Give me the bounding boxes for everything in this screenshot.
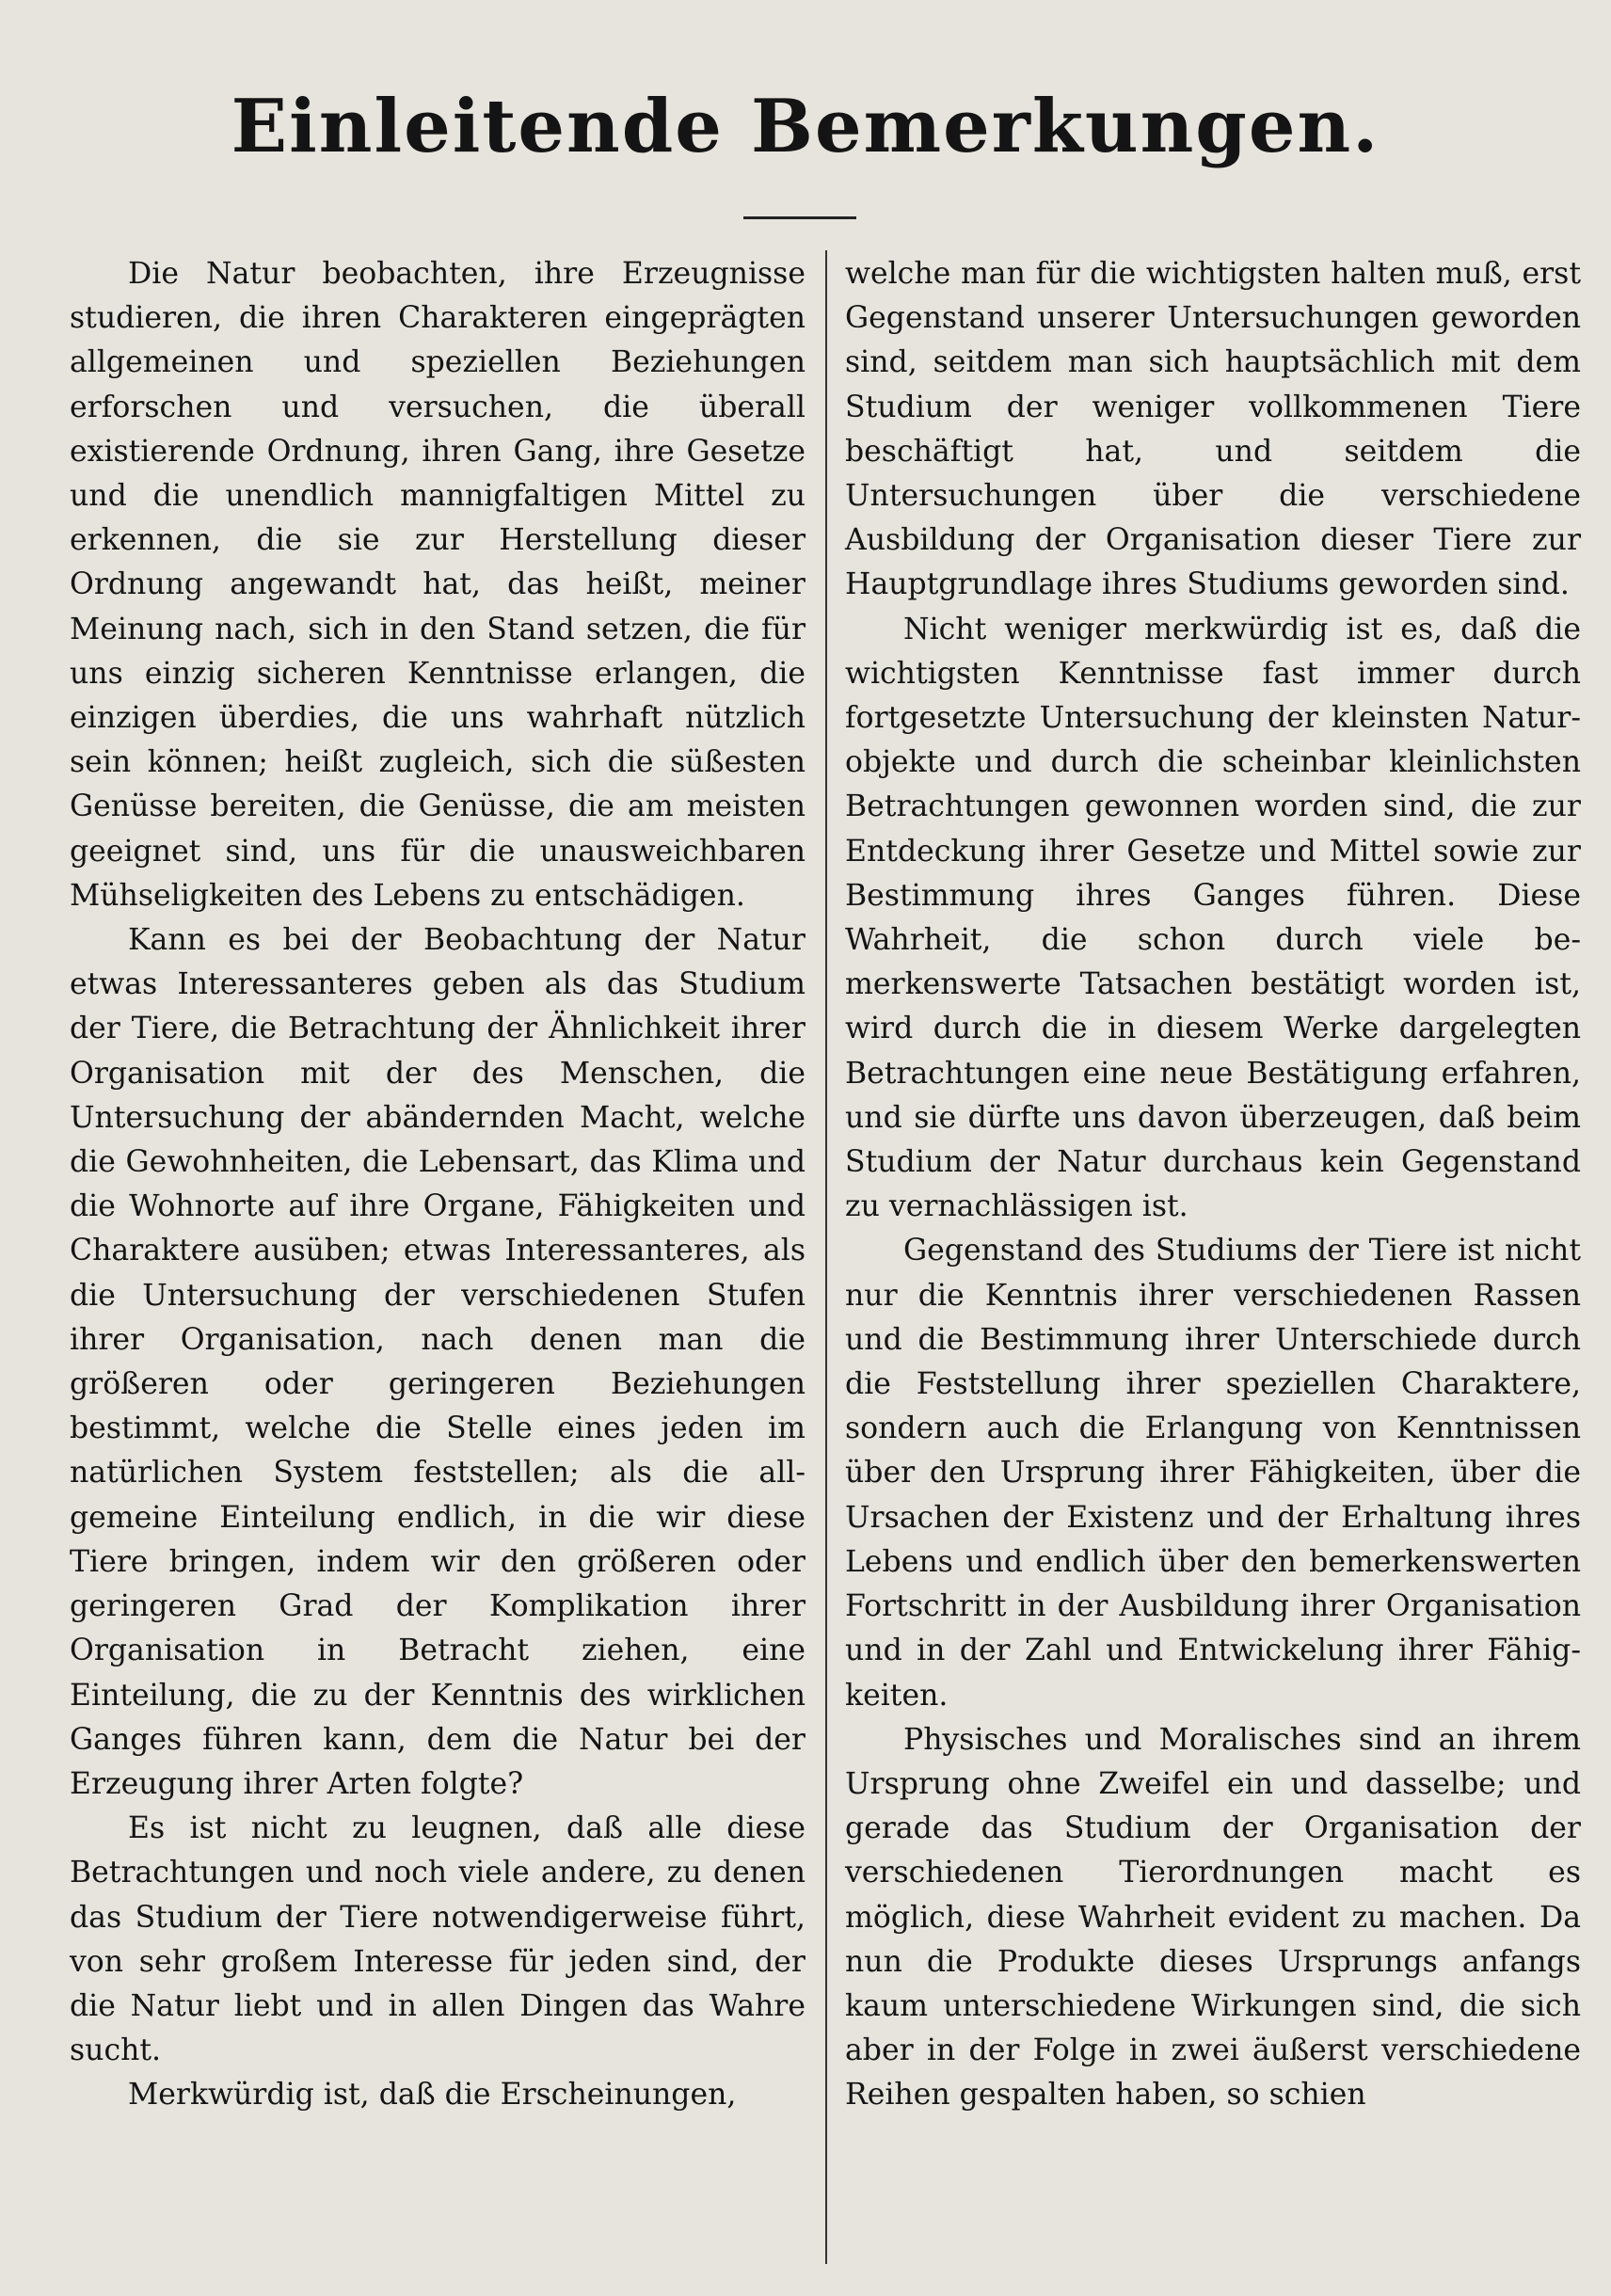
column-divider — [825, 250, 827, 2264]
paragraph: Nicht weniger merkwürdig ist es, daß die wichtigsten Kenntnisse fast immer durch fortgesetzte Untersuchung der kleinsten Naturobjekte und durch die scheinbar kleinlichsten Betrachtungen gewonnen worden sind, die zur Entdeckung ihrer Gesetze und Mittel sowie zur Bestimmung ihres Ganges führen. Diese Wahrheit, die schon durch viele bemerkenswerte Tatsachen bestätigt worden ist, wird durch die in diesem Werke dargelegten Betrachtungen eine neue Bestätigung erfahren, und sie dürfte uns davon überzeugen, daß beim Studium der Natur durchaus kein Gegenstand zu vernachlässigen ist. — [845, 612, 1581, 1224]
paragraph: Physisches und Moralisches sind an ihrem Ursprung ohne Zweifel ein und dasselbe; und gerade das Studium der Organisation der verschiedenen Tierordnungen macht es möglich, diese Wahrheit evident zu machen. Da nun die Produkte dieses Ursprungs anfangs kaum unterschiedene Wirkungen sind, die sich aber in der Folge in zwei äußerst verschiedene Reihen gespalten haben, so schien — [845, 1722, 1581, 2113]
right-column — [845, 252, 1581, 2118]
paragraph: Merkwürdig ist, daß die Erscheinungen, — [128, 2078, 737, 2113]
title-divider — [743, 216, 856, 219]
paragraph: Die Natur beobachten, ihre Erzeugnisse studieren, die ihren Charakteren eingeprägten allgemeinen und speziellen Beziehungen erforschen und versuchen, die überall existierende Ordnung, ihren Gang, ihre Gesetze und die unendlich mannigfaltigen Mittel zu erkennen, die sie zur Herstellung dieser Ordnung angewandt hat, das heißt, meiner Meinung nach, sich in den Stand setzen, die für uns einzig sicheren Kenntnisse erlangen, die einzigen überdies, die uns wahrhaft nützlich sein können; heißt zugleich, sich die süßesten Genüsse bereiten, die Genüsse, die am meisten geeignet sind, uns für die unausweichbaren Mühseligkeiten des Lebens zu entschädigen. — [70, 257, 806, 913]
page-title: Einleitende Bemerkungen. — [231, 84, 1380, 169]
left-column — [70, 252, 806, 2118]
paragraph: Gegenstand des Studiums der Tiere ist nicht nur die Kenntnis ihrer verschiedenen Rassen und die Bestimmung ihrer Unterschiede durch die Feststellung ihrer speziellen Charaktere, sondern auch die Erlangung von Kenntnissen über den Ursprung ihrer Fähigkeiten, über die Ursachen der Existenz und der Erhaltung ihres Lebens und endlich über den bemerkenswerten Fortschritt in der Ausbildung ihrer Organisation und in der Zahl und Entwickelung ihrer Fähigkeiten. — [845, 1234, 1581, 1713]
paragraph: Es ist nicht zu leugnen, daß alle diese Betrachtungen und noch viele andere, zu denen das Studium der Tiere notwendigerweise führt, von sehr großem Interesse für jeden sind, der die Natur liebt und in allen Dingen das Wahre sucht. — [70, 1811, 806, 2068]
paragraph: Kann es bei der Beobachtung der Natur etwas Interessanteres geben als das Studium der Tiere, die Betrachtung der Ähnlichkeit ihrer Organisation mit der des Menschen, die Untersuchung der abändernden Macht, welche die Gewohnheiten, die Lebensart, das Klima und die Wohnorte auf ihre Organe, Fähigkeiten und Charaktere ausüben; etwas Interessanteres, als die Untersuchung der verschiedenen Stufen ihrer Organisation, nach denen man die größeren oder geringeren Beziehungen bestimmt, welche die Stelle eines jeden im natürlichen System feststellen; als die allgemeine Einteilung endlich, in die wir diese Tiere bringen, indem wir den größeren oder geringeren Grad der Komplikation ihrer Organisation in Betracht ziehen, eine Einteilung, die zu der Kenntnis des wirklichen Ganges führen kann, dem die Natur bei der Erzeugung ihrer Arten folgte? — [70, 923, 806, 1801]
paragraph: welche man für die wichtigsten halten muß, erst Gegenstand unserer Untersuchungen geworden sind, seitdem man sich hauptsächlich mit dem Studium der weniger vollkommenen Tiere beschäftigt hat, und seitdem die Untersuchungen über die verschiedene Ausbildung der Organisation dieser Tiere zur Hauptgrundlage ihres Studiums geworden sind. — [845, 257, 1581, 602]
